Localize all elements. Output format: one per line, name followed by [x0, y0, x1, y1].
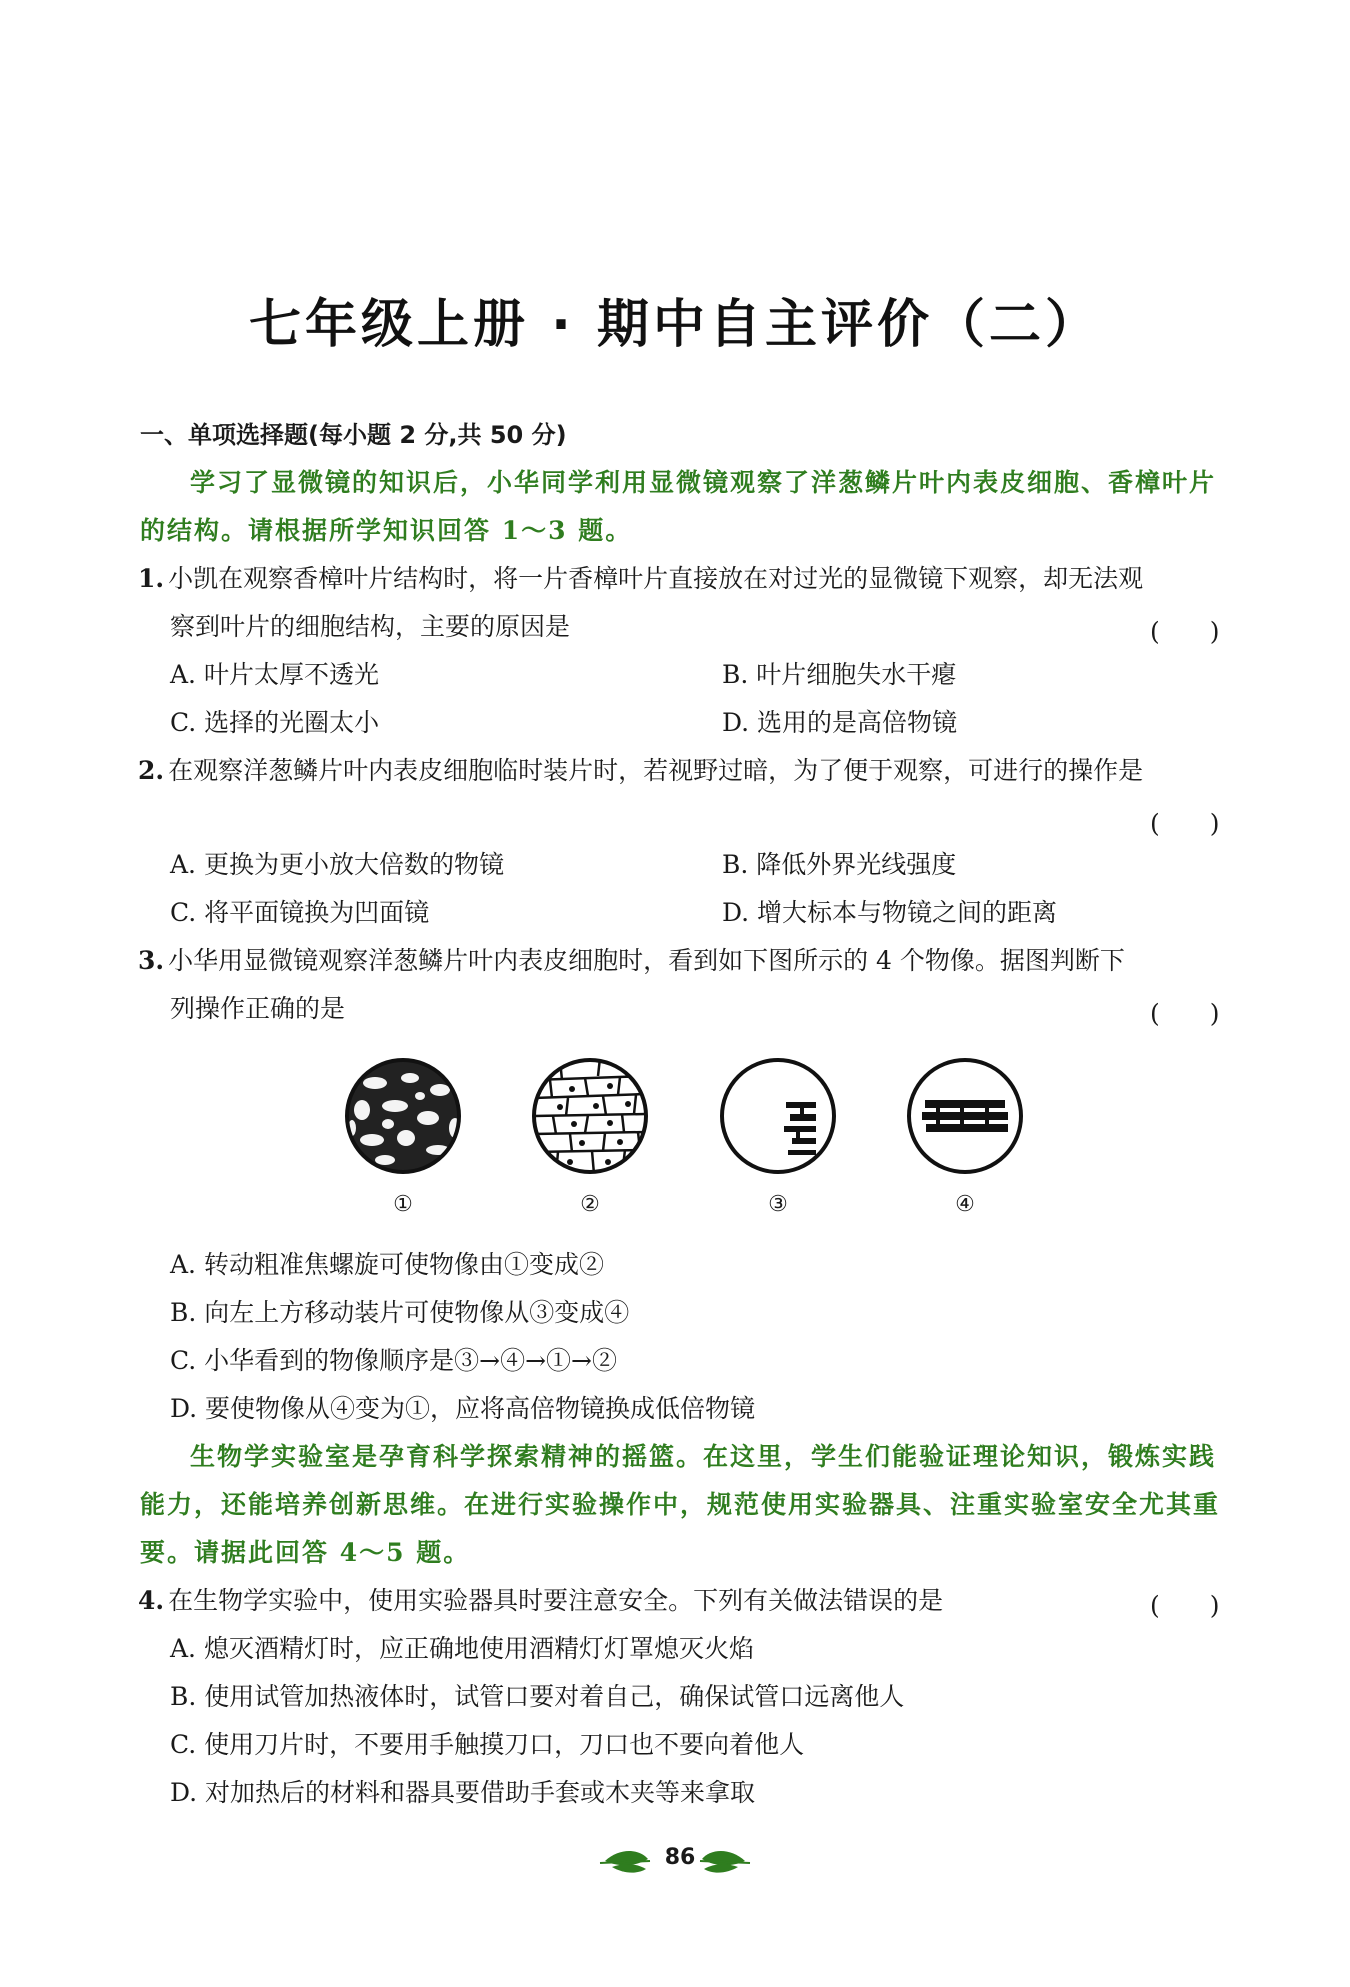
- q4-stem-line-1: [138, 1584, 943, 1618]
- q2-option-d[interactable]: D. 增大标本与物镜之间的距离: [722, 898, 1058, 927]
- microscope-views-svg: [0, 1058, 1350, 1238]
- view-4-centered-cells: [909, 1060, 1021, 1172]
- q1-option-b[interactable]: B. 叶片细胞失水干瘪: [722, 660, 957, 689]
- q3-option-d[interactable]: D. 要使物像从④变为①，应将高倍物镜换成低倍物镜: [170, 1394, 756, 1423]
- q4-number: 4.: [138, 1586, 165, 1615]
- figure-label-4: ④: [955, 1192, 975, 1217]
- q1-option-d[interactable]: D. 选用的是高倍物镜: [722, 708, 958, 737]
- intro2-line-2: 能力，还能培养创新思维。在进行实验操作中，规范使用实验器具、注重实验室安全尤其重: [140, 1490, 1221, 1519]
- microscope-views-figure: [0, 1058, 1350, 1238]
- q3-stem-line-1: [138, 944, 1125, 978]
- q3-text-2: 列操作正确的是: [170, 994, 346, 1023]
- view-1-blurry: [347, 1060, 461, 1172]
- q3-answer-blank[interactable]: ( ): [1150, 999, 1220, 1028]
- intro2-line-3: 要。请据此回答 4～5 题。: [140, 1538, 471, 1567]
- page-footer: [0, 1837, 1350, 1887]
- q2-option-c[interactable]: C. 将平面镜换为凹面镜: [170, 898, 430, 927]
- page-number: 86: [664, 1845, 696, 1870]
- page-title: 七年级上册 · 期中自主评价（二）: [249, 295, 1101, 355]
- q4-answer-blank[interactable]: ( ): [1150, 1591, 1220, 1620]
- q2-number: 2.: [138, 756, 165, 785]
- q1-text-1: 小凯在观察香樟叶片结构时，将一片香樟叶片直接放在对过光的显微镜下观察，却无法观: [168, 564, 1144, 593]
- q1-option-c[interactable]: C. 选择的光圈太小: [170, 708, 380, 737]
- intro1-line-2: 的结构。请根据所学知识回答 1～3 题。: [140, 516, 633, 545]
- q4-option-b[interactable]: B. 使用试管加热液体时，试管口要对着自己，确保试管口远离他人: [170, 1682, 905, 1711]
- figure-label-3: ③: [768, 1192, 788, 1217]
- intro1-line-1: 学习了显微镜的知识后，小华同学利用显微镜观察了洋葱鳞片叶内表皮细胞、香樟叶片: [190, 468, 1217, 497]
- q1-stem-line-1: [138, 562, 1143, 596]
- q1-option-a[interactable]: A. 叶片太厚不透光: [170, 660, 379, 689]
- q4-text-1: 在生物学实验中，使用实验器具时要注意安全。下列有关做法错误的是: [168, 1586, 944, 1615]
- section-heading: 一、单项选择题(每小题 2 分,共 50 分): [140, 421, 567, 449]
- q3-option-a[interactable]: A. 转动粗准焦螺旋可使物像由①变成②: [170, 1250, 604, 1279]
- q4-option-a[interactable]: A. 熄灭酒精灯时，应正确地使用酒精灯灯罩熄灭火焰: [170, 1634, 754, 1663]
- view-2-clear-cells: [534, 1058, 646, 1174]
- q1-number: 1.: [138, 564, 165, 593]
- q2-option-a[interactable]: A. 更换为更小放大倍数的物镜: [170, 850, 504, 879]
- intro2-line-1: 生物学实验室是孕育科学探索精神的摇篮。在这里，学生们能验证理论知识，锻炼实践: [190, 1442, 1217, 1471]
- view-3-offset-cells: [722, 1060, 834, 1172]
- q4-option-d[interactable]: D. 对加热后的材料和器具要借助手套或木夹等来拿取: [170, 1778, 756, 1807]
- figure-label-2: ②: [580, 1192, 600, 1217]
- q4-option-c[interactable]: C. 使用刀片时，不要用手触摸刀口，刀口也不要向着他人: [170, 1730, 805, 1759]
- q1-text-2: 察到叶片的细胞结构，主要的原因是: [170, 612, 571, 641]
- q2-answer-blank[interactable]: ( ): [1150, 809, 1220, 838]
- q2-stem-line-1: [138, 754, 1143, 788]
- q3-number: 3.: [138, 946, 165, 975]
- q3-option-c[interactable]: C. 小华看到的物像顺序是③→④→①→②: [170, 1346, 617, 1375]
- q1-answer-blank[interactable]: ( ): [1150, 617, 1220, 646]
- q2-text-1: 在观察洋葱鳞片叶内表皮细胞临时装片时，若视野过暗，为了便于观察，可进行的操作是: [168, 756, 1144, 785]
- q3-text-1: 小华用显微镜观察洋葱鳞片叶内表皮细胞时，看到如下图所示的 4 个物像。据图判断下: [168, 946, 1125, 975]
- q2-option-b[interactable]: B. 降低外界光线强度: [722, 850, 957, 879]
- figure-label-1: ①: [393, 1192, 413, 1217]
- q3-option-b[interactable]: B. 向左上方移动装片可使物像从③变成④: [170, 1298, 630, 1327]
